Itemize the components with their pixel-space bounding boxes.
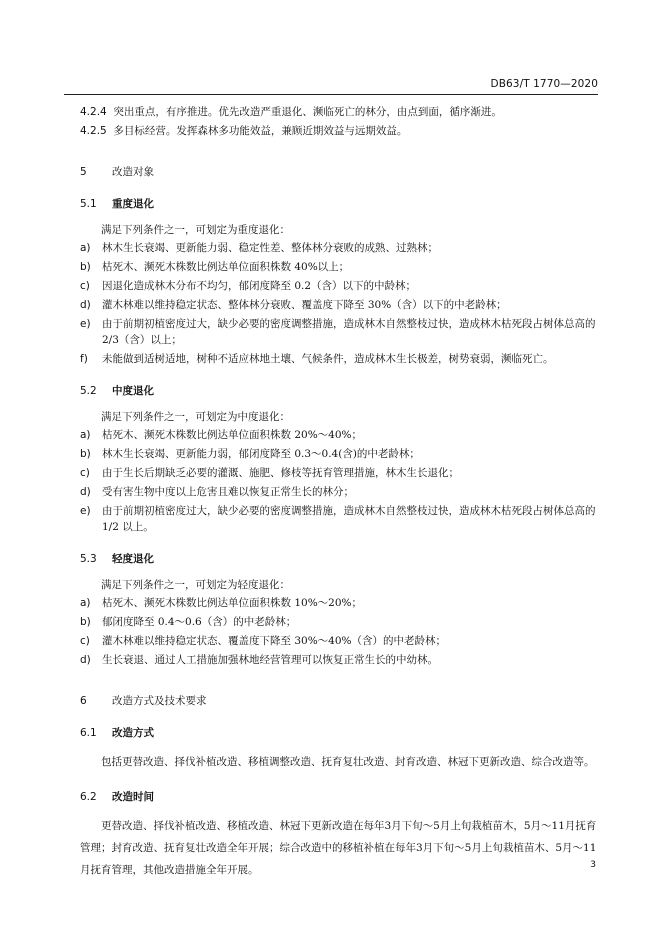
- list-marker: e): [80, 505, 91, 517]
- header-rule: [64, 94, 598, 95]
- list-text: 由于前期初植密度过大，缺少必要的密度调整措施，造成林木自然整枝过快，造成林木枯死段占树体总高的 2/3（含）以上；: [102, 318, 596, 346]
- list-marker: a): [80, 429, 91, 441]
- list-item: [80, 484, 600, 500]
- list-item: [80, 465, 600, 481]
- section-5-heading: [80, 164, 600, 180]
- list-text: 生长衰退、通过人工措施加强林地经营管理可以恢复正常生长的中幼林。: [102, 654, 438, 666]
- clause-4-2-5: [80, 123, 600, 139]
- clause-text: 突出重点，有序推进。优先改造严重退化、濒临死亡的林分，由点到面，循序渐进。: [113, 106, 502, 118]
- list-text: 郁闭度降至 0.4～0.6（含）的中老龄林；: [102, 616, 297, 628]
- section-6-2-heading: [80, 789, 600, 805]
- section-number: 5.1: [80, 198, 97, 210]
- list-item: [80, 614, 600, 630]
- list-marker: d): [80, 299, 91, 311]
- list-marker: a): [80, 597, 91, 609]
- section-title: 改造方式: [112, 727, 154, 739]
- list-text: 枯死木、濒死木株数比例达单位面积株数 20%～40%；: [102, 429, 363, 441]
- section-title: 轻度退化: [112, 553, 154, 565]
- page-content: [80, 104, 600, 881]
- section-title: 改造时间: [112, 791, 154, 803]
- section-number: 6.2: [80, 791, 97, 803]
- section-title: 重度退化: [112, 198, 154, 210]
- list-item: [80, 351, 600, 367]
- list-marker: b): [80, 616, 91, 628]
- section-number: 6.1: [80, 727, 97, 739]
- section-number: 5.2: [80, 385, 97, 397]
- section-title: 改造对象: [112, 166, 154, 178]
- page-number: 3: [590, 860, 596, 870]
- list-item: [80, 652, 600, 668]
- list-marker: f): [80, 353, 88, 365]
- clause-4-2-4: [80, 104, 600, 120]
- list-item: [80, 633, 600, 649]
- section-5-3-heading: [80, 551, 600, 567]
- list-text: 未能做到适树适地，树种不适应林地土壤、气候条件，造成林木生长极差，树势衰弱，濒临死亡。: [102, 353, 554, 365]
- list-item: [80, 503, 600, 535]
- section-paragraph: 更替改造、择伐补植改造、移植改造、林冠下更新改造在每年3月下旬～5月上旬栽植苗木，5月～11月抚育管理；封育改造、抚育复壮改造全年开展；综合改造中的移植补植在每年3月下旬～5月上旬栽植苗木、5月～11月抚育管理，其他改造措施全年开展。: [80, 820, 597, 876]
- section-paragraph: 包括更替改造、择伐补植改造、移植调整改造、抚育复壮改造、封育改造、林冠下更新改造、综合改造等。: [101, 756, 595, 768]
- section-number: 6: [80, 695, 87, 707]
- list-item: [80, 446, 600, 462]
- list-item: [80, 427, 600, 443]
- section-title: 改造方式及技术要求: [112, 695, 207, 707]
- clause-number: 4.2.5: [80, 125, 107, 137]
- list-text: 枯死木、濒死木株数比例达单位面积株数 10%～20%；: [102, 597, 363, 609]
- section-6-heading: [80, 693, 600, 709]
- list-item: [80, 278, 600, 294]
- list-marker: a): [80, 242, 91, 254]
- list-item: [80, 297, 600, 313]
- list-marker: c): [80, 467, 90, 479]
- section-6-1-heading: [80, 725, 600, 741]
- list-text: 由于生长后期缺乏必要的灌溉、施肥、修枝等抚育管理措施，林木生长退化；: [102, 467, 459, 479]
- list-marker: e): [80, 318, 91, 330]
- list-item: [80, 595, 600, 611]
- list-text: 受有害生物中度以上危害且难以恢复正常生长的林分；: [102, 486, 354, 498]
- section-intro: 满足下列条件之一，可划定为中度退化：: [101, 411, 290, 423]
- clause-text: 多目标经营。发挥森林多功能效益，兼顾近期效益与远期效益。: [113, 125, 408, 137]
- section-5-1-heading: [80, 196, 600, 212]
- section-5-2-heading: [80, 383, 600, 399]
- list-item: [80, 240, 600, 256]
- section-intro: 满足下列条件之一，可划定为轻度退化：: [101, 579, 290, 591]
- list-text: 因退化造成林木分布不均匀，郁闭度降至 0.2（含）以下的中龄林；: [102, 280, 417, 292]
- list-marker: b): [80, 448, 91, 460]
- list-marker: b): [80, 261, 91, 273]
- clause-number: 4.2.4: [80, 106, 107, 118]
- section-title: 中度退化: [112, 385, 154, 397]
- list-marker: d): [80, 654, 91, 666]
- section-number: 5: [80, 166, 87, 178]
- list-item: [80, 316, 600, 348]
- list-text: 灌木林难以维持稳定状态、整体林分衰败、覆盖度下降至 30%（含）以下的中老龄林；: [102, 299, 507, 311]
- document-code: DB63/T 1770—2020: [490, 78, 598, 90]
- list-marker: d): [80, 486, 91, 498]
- list-marker: c): [80, 635, 90, 647]
- list-item: [80, 259, 600, 275]
- list-text: 林木生长衰竭、更新能力弱，郁闭度降至 0.3～0.4(含)的中老龄林；: [102, 448, 420, 460]
- section-intro: 满足下列条件之一，可划定为重度退化：: [101, 224, 290, 236]
- list-text: 林木生长衰竭、更新能力弱、稳定性差、整体林分衰败的成熟、过熟林；: [102, 242, 438, 254]
- section-number: 5.3: [80, 553, 97, 565]
- list-marker: c): [80, 280, 90, 292]
- list-text: 灌木林难以维持稳定状态、覆盖度下降至 30%～40%（含）的中老龄林；: [102, 635, 447, 647]
- list-text: 由于前期初植密度过大，缺少必要的密度调整措施，造成林木自然整枝过快，造成林木枯死段占树体总高的 1/2 以上。: [102, 505, 596, 533]
- list-text: 枯死木、濒死木株数比例达单位面积株数 40%以上；: [102, 261, 350, 273]
